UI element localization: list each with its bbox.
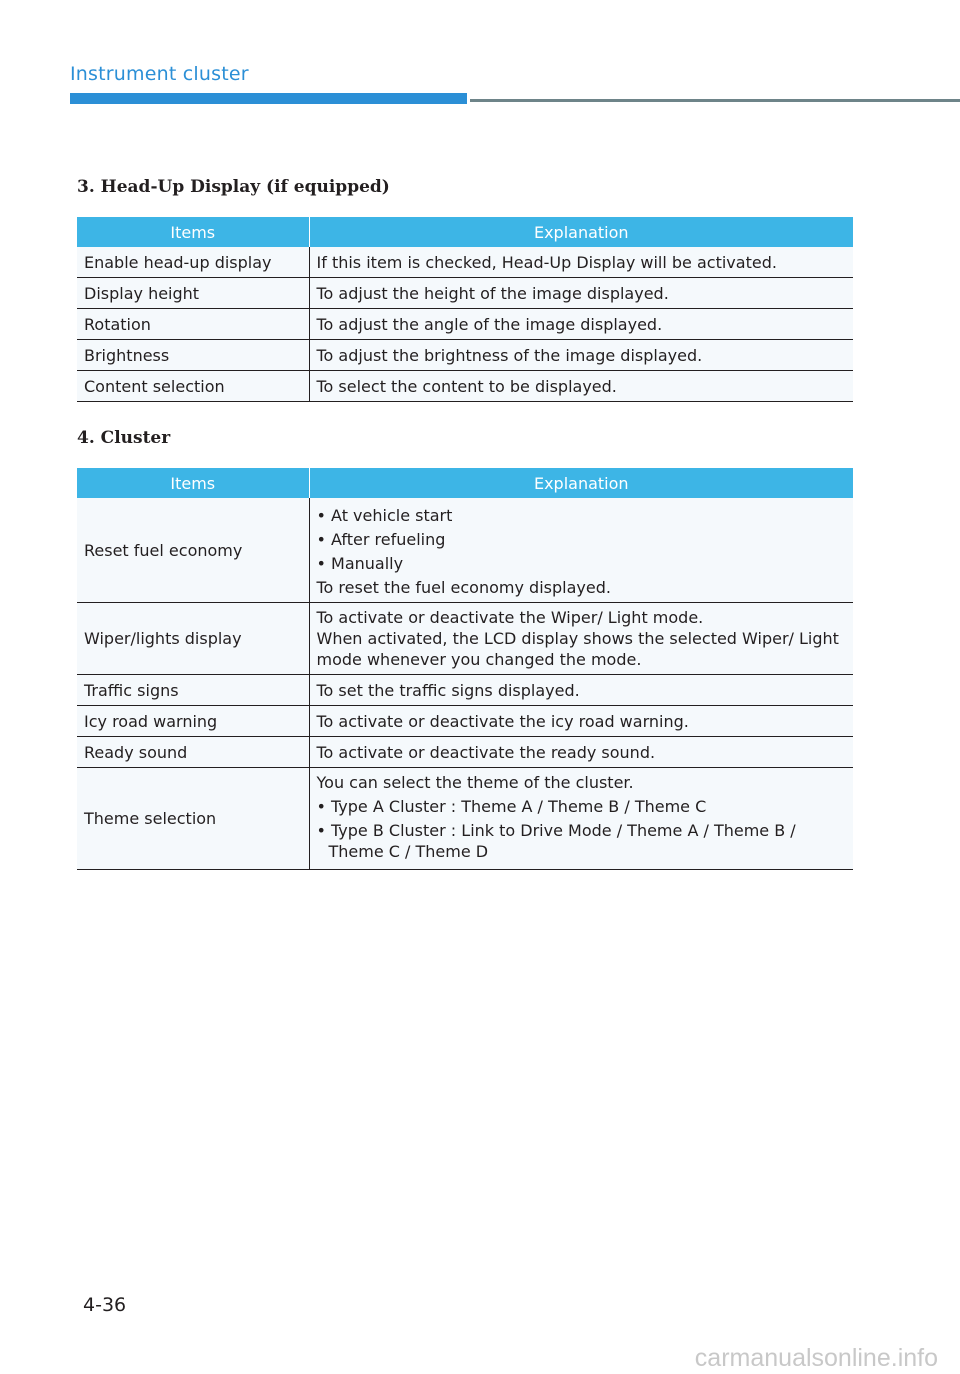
section-title-cluster: 4. Cluster	[77, 428, 171, 448]
explanation-text: You can select the theme of the cluster.	[316, 773, 634, 792]
section-title-hud: 3. Head-Up Display (if equipped)	[77, 177, 390, 197]
explanation-cell	[309, 768, 853, 870]
table-row	[77, 278, 853, 309]
explanation-cell: To adjust the angle of the image displayed.	[309, 309, 853, 340]
explanation-cell	[309, 603, 853, 675]
column-header-items: Items	[77, 468, 309, 498]
table-header-row	[77, 468, 853, 498]
table-row	[77, 498, 853, 603]
explanation-text: When activated, the LCD display shows the selected Wiper/ Light mode whenever you changed the mode.	[316, 629, 839, 669]
item-cell: Wiper/lights display	[77, 603, 309, 675]
explanation-cell: If this item is checked, Head-Up Display will be activated.	[309, 247, 853, 278]
column-header-explanation: Explanation	[309, 217, 853, 247]
item-cell: Content selection	[77, 371, 309, 402]
explanation-cell	[309, 498, 853, 603]
item-cell: Theme selection	[77, 768, 309, 870]
bullet-item: • Manually	[316, 554, 404, 573]
explanation-text: To activate or deactivate the Wiper/ Light mode.	[316, 608, 704, 627]
table-row	[77, 340, 853, 371]
table-row	[77, 737, 853, 768]
column-header-items: Items	[77, 217, 309, 247]
bullet-item: • At vehicle start	[316, 506, 453, 525]
bullet-item: • Type A Cluster : Theme A / Theme B / Theme C	[316, 797, 707, 816]
watermark: carmanualsonline.info	[694, 1344, 938, 1372]
explanation-cell: To adjust the brightness of the image displayed.	[309, 340, 853, 371]
explanation-cell: To activate or deactivate the icy road warning.	[309, 706, 853, 737]
table-header-row	[77, 217, 853, 247]
item-cell: Rotation	[77, 309, 309, 340]
table-row	[77, 309, 853, 340]
item-cell: Reset fuel economy	[77, 498, 309, 603]
column-header-explanation: Explanation	[309, 468, 853, 498]
explanation-cell: To activate or deactivate the ready sound.	[309, 737, 853, 768]
table-row	[77, 371, 853, 402]
item-cell: Icy road warning	[77, 706, 309, 737]
table-row	[77, 675, 853, 706]
item-cell: Traffic signs	[77, 675, 309, 706]
bullet-item: • Type B Cluster : Link to Drive Mode / Theme A / Theme B / Theme C / Theme D	[316, 821, 796, 861]
bullet-item: • After refueling	[316, 530, 446, 549]
table-row	[77, 247, 853, 278]
explanation-cell: To adjust the height of the image displayed.	[309, 278, 853, 309]
table-row	[77, 768, 853, 870]
page-number: 4-36	[83, 1294, 127, 1316]
header-rule	[470, 99, 960, 102]
item-cell: Ready sound	[77, 737, 309, 768]
item-cell: Brightness	[77, 340, 309, 371]
running-header-title: Instrument cluster	[70, 63, 249, 85]
header-accent-bar	[70, 93, 467, 104]
explanation-text: To reset the fuel economy displayed.	[316, 578, 611, 597]
item-cell: Enable head-up display	[77, 247, 309, 278]
explanation-cell: To select the content to be displayed.	[309, 371, 853, 402]
table-row	[77, 603, 853, 675]
cluster-settings-table	[77, 468, 853, 870]
table-row	[77, 706, 853, 737]
hud-settings-table	[77, 217, 853, 402]
item-cell: Display height	[77, 278, 309, 309]
explanation-cell: To set the traffic signs displayed.	[309, 675, 853, 706]
